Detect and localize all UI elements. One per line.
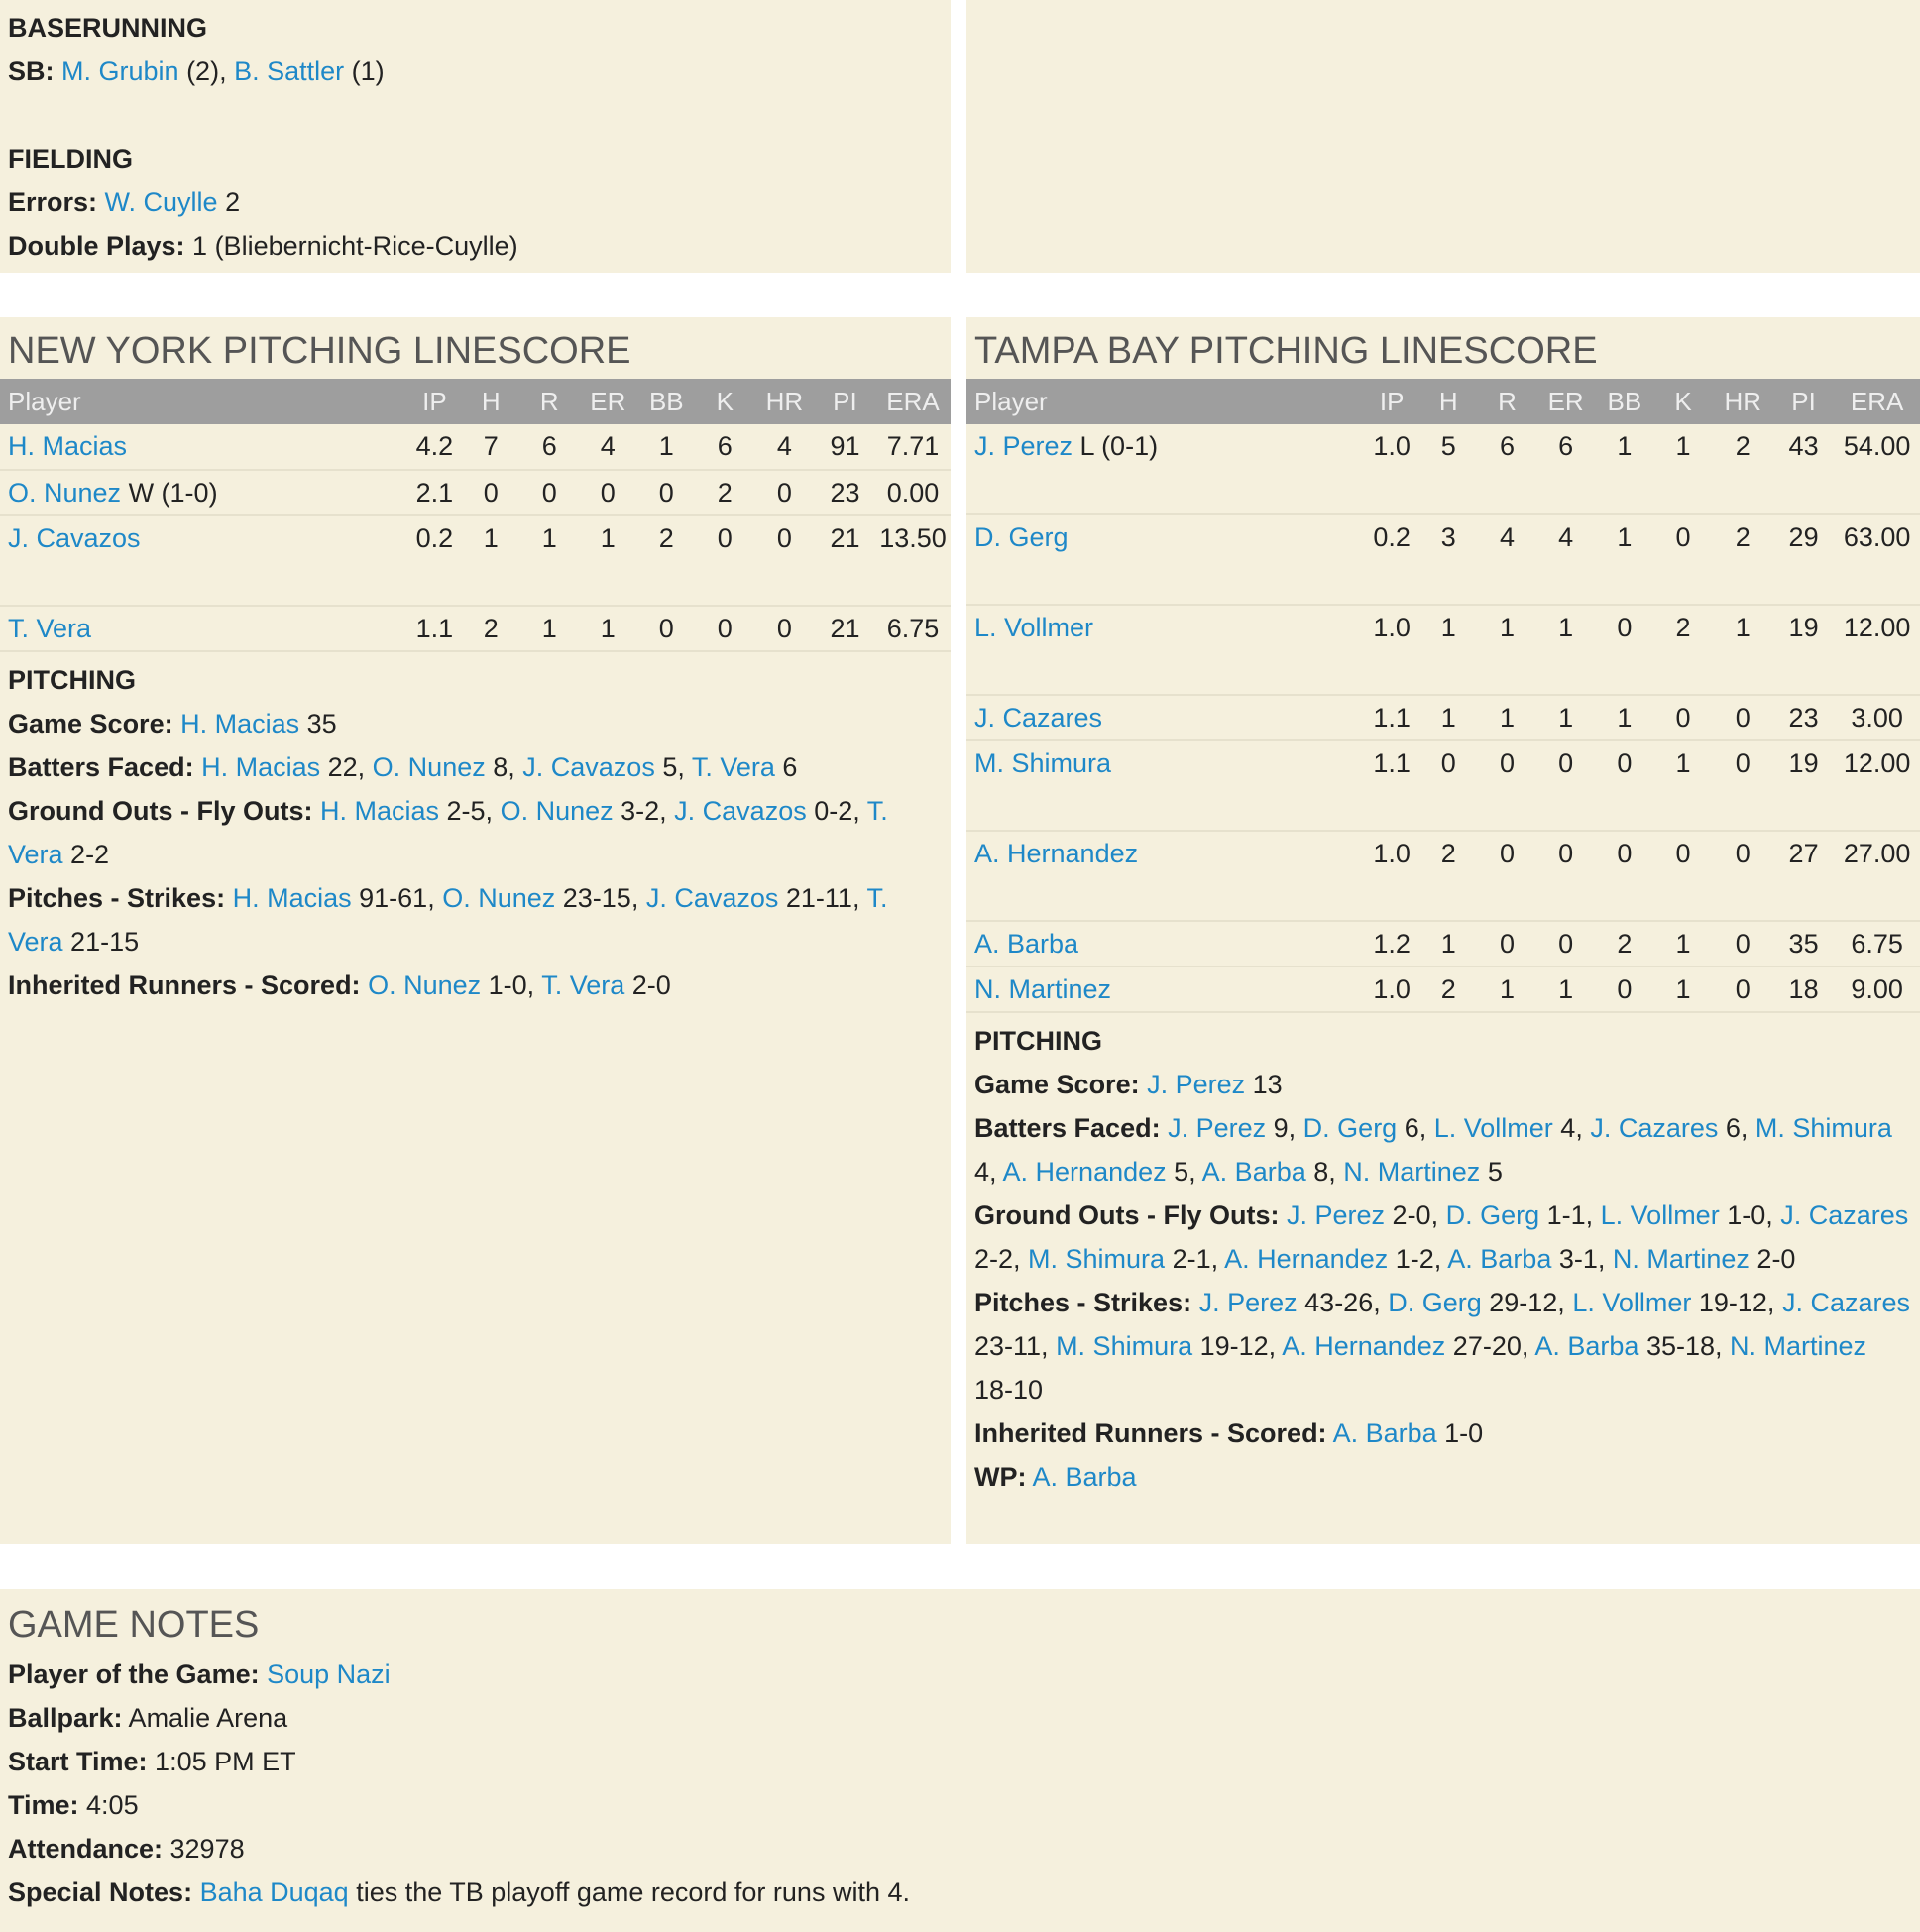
player-link[interactable]: J. Cazares bbox=[1780, 1200, 1909, 1230]
player-link[interactable]: M. Shimura bbox=[1754, 1113, 1892, 1143]
player-link[interactable]: N. Martinez bbox=[1343, 1157, 1481, 1187]
ny-pitching-table bbox=[0, 379, 951, 652]
tb-pitching-table bbox=[966, 379, 1920, 1013]
table-row: D. Gerg 0.2 3 4 4 1 0 2 29 63.00 bbox=[966, 514, 1920, 605]
tb-batters-faced-line: Batters Faced: J. Perez 9, D. Gerg 6, L. Vollmer 4, J. Cazares 6, M. Shimura 4, A. Hernandez 5, A. Barba 8, N. Martinez 5 bbox=[974, 1113, 1892, 1187]
game-time-line: Time: 4:05 bbox=[8, 1790, 139, 1820]
table-row: H. Macias 4.2 7 6 4 1 6 4 91 7.71 bbox=[0, 424, 951, 470]
table-header-row: Player IP H R ER BB K HR PI ERA bbox=[966, 379, 1920, 424]
game-notes-title: GAME NOTES bbox=[8, 1604, 260, 1646]
table-row: J. Cavazos 0.2 1 1 1 2 0 0 21 13.50 bbox=[0, 515, 951, 606]
stolen-bases-line: SB: M. Grubin (2), B. Sattler (1) bbox=[8, 57, 385, 86]
player-link[interactable]: J. Perez bbox=[1168, 1113, 1267, 1143]
player-link[interactable]: L. Vollmer bbox=[1600, 1200, 1720, 1230]
table-row: L. Vollmer 1.0 1 1 1 0 2 1 19 12.00 bbox=[966, 605, 1920, 695]
player-link[interactable]: A. Barba bbox=[1032, 1462, 1137, 1492]
player-link[interactable]: N. Martinez bbox=[1612, 1244, 1750, 1274]
tb-wild-pitch-line: WP: A. Barba bbox=[974, 1462, 1137, 1492]
player-link[interactable]: T. Vera bbox=[8, 796, 888, 869]
table-row: J. Perez L (0-1) 1.0 5 6 6 1 1 2 43 54.00 bbox=[966, 424, 1920, 514]
player-link[interactable]: A. Barba bbox=[974, 929, 1079, 959]
tb-pitching-title: TAMPA BAY PITCHING LINESCORE bbox=[974, 330, 1598, 372]
player-link[interactable]: Baha Duqaq bbox=[199, 1877, 349, 1907]
player-link[interactable]: L. Vollmer bbox=[974, 613, 1094, 642]
player-link[interactable]: H. Macias bbox=[232, 883, 352, 913]
tb-inherited-runners-line: Inherited Runners - Scored: A. Barba 1-0 bbox=[974, 1419, 1484, 1448]
table-row: A. Hernandez 1.0 2 0 0 0 0 0 27 27.00 bbox=[966, 831, 1920, 921]
attendance-line: Attendance: 32978 bbox=[8, 1834, 245, 1864]
player-link[interactable]: L. Vollmer bbox=[1433, 1113, 1553, 1143]
ny-ground-fly-outs-line: Ground Outs - Fly Outs: H. Macias 2-5, O. Nunez 3-2, J. Cavazos 0-2, T. Vera 2-2 bbox=[8, 796, 888, 869]
double-plays-line: Double Plays: 1 (Bliebernicht-Rice-Cuylle) bbox=[8, 231, 518, 261]
player-link[interactable]: T. Vera bbox=[691, 752, 775, 782]
start-time-line: Start Time: 1:05 PM ET bbox=[8, 1747, 296, 1776]
player-link[interactable]: M. Grubin bbox=[61, 57, 179, 86]
player-link[interactable]: D. Gerg bbox=[1388, 1288, 1482, 1317]
player-link[interactable]: M. Shimura bbox=[974, 748, 1112, 778]
ny-pitching-heading: PITCHING bbox=[8, 665, 137, 695]
player-link[interactable]: J. Cavazos bbox=[645, 883, 779, 913]
player-link[interactable]: H. Macias bbox=[320, 796, 440, 826]
player-link[interactable]: A. Hernandez bbox=[1224, 1244, 1389, 1274]
player-link[interactable]: B. Sattler bbox=[234, 57, 345, 86]
tb-pitching-panel bbox=[966, 317, 1920, 1544]
player-link[interactable]: D. Gerg bbox=[1302, 1113, 1398, 1143]
table-row: J. Cazares 1.1 1 1 1 1 0 0 23 3.00 bbox=[966, 695, 1920, 740]
ny-inherited-runners-line: Inherited Runners - Scored: O. Nunez 1-0, T. Vera 2-0 bbox=[8, 970, 671, 1000]
special-notes-line: Special Notes: Baha Duqaq ties the TB playoff game record for runs with 4. bbox=[8, 1877, 910, 1907]
baserunning-heading: BASERUNNING bbox=[8, 13, 208, 43]
player-link[interactable]: T. Vera bbox=[8, 614, 92, 643]
player-link[interactable]: J. Cavazos bbox=[522, 752, 655, 782]
tb-pitches-strikes-line: Pitches - Strikes: J. Perez 43-26, D. Gerg 29-12, L. Vollmer 19-12, J. Cazares 23-11, M. Shimura 19-12, A. Hernandez 27-20, A. Barba 35-18, N. Martinez 18-10 bbox=[974, 1288, 1910, 1405]
tb-pitching-heading: PITCHING bbox=[974, 1026, 1103, 1056]
ny-pitching-title: NEW YORK PITCHING LINESCORE bbox=[8, 330, 631, 372]
player-link[interactable]: J. Cavazos bbox=[674, 796, 807, 826]
table-header-row: Player IP H R ER BB K HR PI ERA bbox=[0, 379, 951, 424]
player-link[interactable]: A. Hernandez bbox=[974, 839, 1139, 868]
tb-ground-fly-outs-line: Ground Outs - Fly Outs: J. Perez 2-0, D. Gerg 1-1, L. Vollmer 1-0, J. Cazares 2-2, M. Shimura 2-1, A. Hernandez 1-2, A. Barba 3-1, N. Martinez 2-0 bbox=[974, 1200, 1909, 1274]
player-link[interactable]: T. Vera bbox=[8, 883, 888, 957]
player-link[interactable]: Soup Nazi bbox=[267, 1659, 391, 1689]
player-link[interactable]: O. Nunez bbox=[500, 796, 614, 826]
table-row: T. Vera 1.1 2 1 1 0 0 0 21 6.75 bbox=[0, 606, 951, 651]
player-link[interactable]: J. Perez bbox=[1147, 1070, 1246, 1099]
player-link[interactable]: A. Barba bbox=[1447, 1244, 1552, 1274]
tb-game-score-line: Game Score: J. Perez 13 bbox=[974, 1070, 1283, 1099]
player-link[interactable]: A. Barba bbox=[1534, 1331, 1639, 1361]
player-link[interactable]: J. Cazares bbox=[1590, 1113, 1719, 1143]
player-of-game-line: Player of the Game: Soup Nazi bbox=[8, 1659, 391, 1689]
player-link[interactable]: J. Perez bbox=[1198, 1288, 1298, 1317]
player-link[interactable]: N. Martinez bbox=[1730, 1331, 1867, 1361]
player-link[interactable]: W. Cuylle bbox=[104, 187, 218, 217]
player-link[interactable]: A. Barba bbox=[1332, 1419, 1437, 1448]
player-link[interactable]: O. Nunez bbox=[442, 883, 556, 913]
ballpark-line: Ballpark: Amalie Arena bbox=[8, 1703, 288, 1733]
player-link[interactable]: O. Nunez bbox=[8, 478, 122, 508]
ny-game-score-line: Game Score: H. Macias 35 bbox=[8, 709, 337, 739]
sb-label: SB: bbox=[8, 57, 55, 86]
ny-batters-faced-line: Batters Faced: H. Macias 22, O. Nunez 8, J. Cavazos 5, T. Vera 6 bbox=[8, 752, 798, 782]
player-link[interactable]: H. Macias bbox=[201, 752, 321, 782]
player-link[interactable]: J. Perez bbox=[1287, 1200, 1386, 1230]
table-row: N. Martinez 1.0 2 1 1 0 1 0 18 9.00 bbox=[966, 966, 1920, 1012]
player-link[interactable]: A. Barba bbox=[1201, 1157, 1306, 1187]
player-link[interactable]: A. Hernandez bbox=[1002, 1157, 1167, 1187]
fielding-heading: FIELDING bbox=[8, 144, 133, 173]
player-link[interactable]: O. Nunez bbox=[368, 970, 482, 1000]
player-link[interactable]: M. Shimura bbox=[1028, 1244, 1166, 1274]
player-link[interactable]: A. Hernandez bbox=[1282, 1331, 1446, 1361]
player-link[interactable]: D. Gerg bbox=[974, 522, 1069, 552]
player-link[interactable]: J. Cazares bbox=[1781, 1288, 1910, 1317]
errors-line: Errors: W. Cuylle 2 bbox=[8, 187, 241, 217]
table-row: O. Nunez W (1-0) 2.1 0 0 0 0 2 0 23 0.00 bbox=[0, 470, 951, 515]
game-notes-panel bbox=[0, 1589, 1920, 1932]
player-link[interactable]: J. Cavazos bbox=[8, 523, 141, 553]
player-link[interactable]: J. Cazares bbox=[974, 703, 1103, 733]
ny-pitches-strikes-line: Pitches - Strikes: H. Macias 91-61, O. Nunez 23-15, J. Cavazos 21-11, T. Vera 21-15 bbox=[8, 883, 888, 957]
table-row: A. Barba 1.2 1 0 0 2 1 0 35 6.75 bbox=[966, 921, 1920, 966]
player-link[interactable]: H. Macias bbox=[8, 431, 128, 461]
baserunning-fielding-panel bbox=[0, 0, 951, 273]
empty-panel bbox=[966, 0, 1920, 273]
table-row: M. Shimura 1.1 0 0 0 0 1 0 19 12.00 bbox=[966, 740, 1920, 831]
player-link[interactable]: M. Shimura bbox=[1056, 1331, 1193, 1361]
player-link[interactable]: T. Vera bbox=[541, 970, 625, 1000]
player-link[interactable]: J. Perez bbox=[974, 431, 1073, 461]
ny-pitching-panel bbox=[0, 317, 951, 1544]
player-link[interactable]: L. Vollmer bbox=[1572, 1288, 1692, 1317]
player-link[interactable]: D. Gerg bbox=[1445, 1200, 1540, 1230]
player-link[interactable]: H. Macias bbox=[180, 709, 300, 739]
player-link[interactable]: O. Nunez bbox=[372, 752, 486, 782]
player-link[interactable]: N. Martinez bbox=[974, 974, 1112, 1004]
